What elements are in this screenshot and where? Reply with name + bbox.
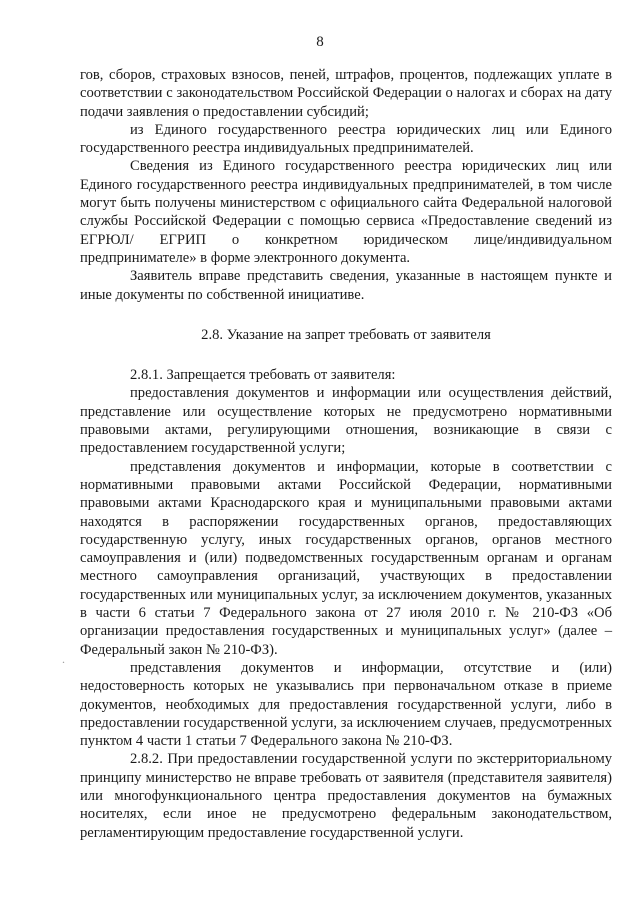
paragraph-egrul-details: Сведения из Единого государственного реестра юридических лиц или Единого государственного реестра индивидуальных предпринимателей, в том числе могут быть получены министерством с официального сайта Федеральной налоговой службы Российской Федерации с помощью сервиса «Предоставление сведений из ЕГРЮЛ/ ЕГРИП о конкретном юридическом лице/индивидуальном предпринимателе» в форме электронного документа.	[80, 158, 612, 266]
paragraph-applicant-right: Заявитель вправе представить сведения, указанные в настоящем пункте и иные документы по собственной инициативе.	[80, 268, 612, 303]
paragraph-prohibition-2: представления документов и информации, которые в соответствии с нормативными правовыми актами Российской Федерации, нормативными правовыми актами Краснодарского края и муниципальными правовыми актами находятся в распоряжении государственных органов, предоставляющих государственную услугу, иных государственных органов, органов местного самоуправления и (или) подведомственных государственным органам и органам местного самоуправления организаций, участвующих в предоставлении государственных или муниципальных услуг, за исключением документов, указанных в части 6 статьи 7 Федерального закона от 27 июля 2010 г. № 210-ФЗ «Об организации предоставления государственных и муниципальных услуг» (далее – Федеральный закон № 210-ФЗ).	[80, 458, 612, 658]
paragraph-2-8-1: 2.8.1. Запрещается требовать от заявителя:	[130, 367, 396, 384]
paragraph-prohibition-3: представления документов и информации, отсутствие и (или) недостоверность которых не указывались при первоначальном отказе в приеме документов, необходимых для предоставления государственной услуги, либо в предоставлении государственной услуги, за исключением случаев, предусмотренных пунктом 4 части 1 статьи 7 Федерального закона № 210-ФЗ.	[80, 659, 612, 750]
paragraph-continuation: гов, сборов, страховых взносов, пеней, штрафов, процентов, подлежащих уплате в соответствии с законодательством Российской Федерации о налогах и сборах на дату подачи заявления о предоставлении субсидий;	[80, 67, 612, 120]
page-number: 8	[316, 34, 324, 50]
section-heading: 2.8. Указание на запрет требовать от заявителя	[201, 326, 491, 343]
paragraph-2-8-2: 2.8.2. При предоставлении государственной услуги по экстерриториальному принципу министерство не вправе требовать от заявителя (представителя заявителя) или многофункционального центра предоставления документов на бумажных носителях, если иное не предусмотрено федеральным законодательством, регламентирующим предоставление государственной услуги.	[80, 751, 612, 841]
paragraph-egrul-source: из Единого государственного реестра юридических лиц или Единого государственного реестра индивидуальных предпринимателей.	[80, 121, 612, 157]
paragraph-prohibition-1: предоставления документов и информации или осуществления действий, представление или осуществление которых не предусмотрено нормативными правовыми актами, регулирующими отношения, возникающие в связи с предоставлением государственной услуги;	[80, 385, 612, 457]
margin-mark: .	[62, 652, 65, 666]
document-body	[80, 66, 612, 842]
